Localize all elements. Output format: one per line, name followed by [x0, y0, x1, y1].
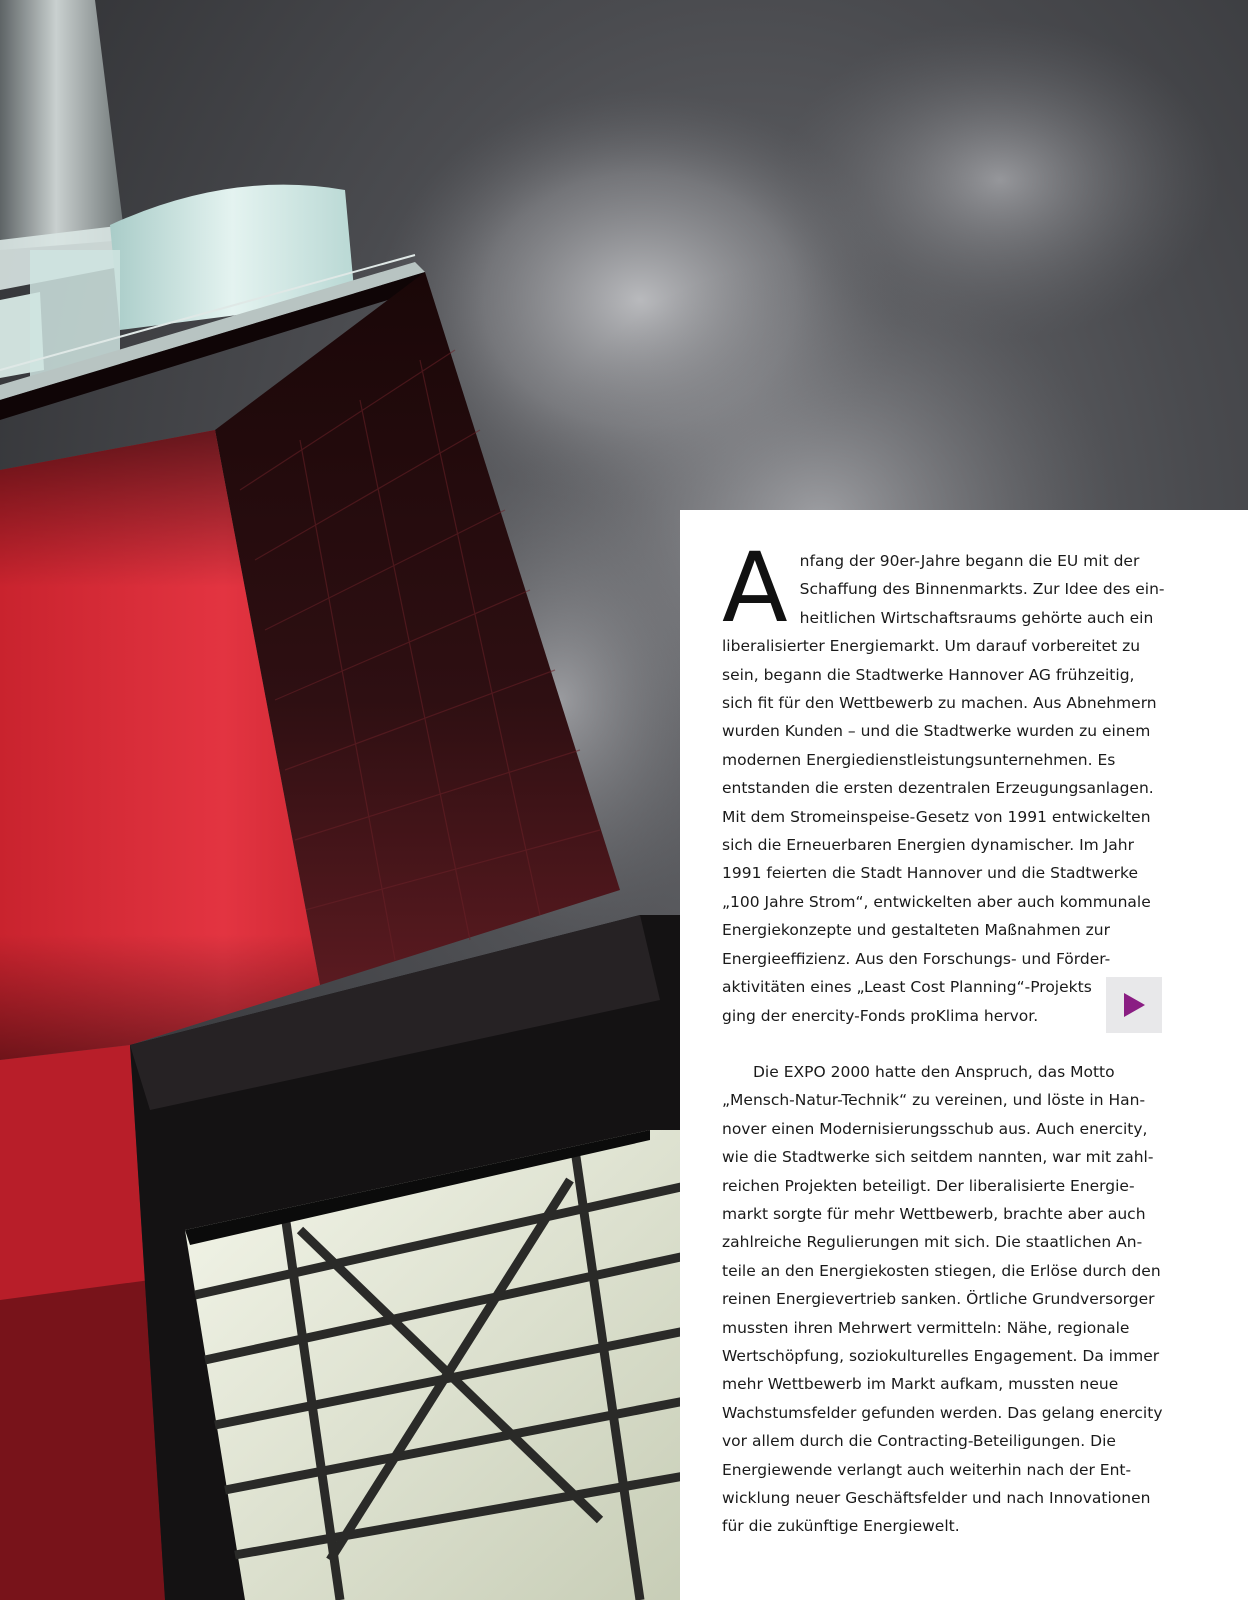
text-line: mussten ihren Mehrwert vermitteln: Nähe, regionale — [722, 1318, 1130, 1337]
text-line: Energiekonzepte und gestalteten Maßnahmen zur — [722, 921, 1110, 940]
paragraph-1 — [722, 532, 1165, 1030]
continue-marker — [1106, 977, 1162, 1033]
text-line: Wertschöpfung, soziokulturelles Engagement. Da immer — [722, 1346, 1160, 1365]
text-line: sich die Erneuerbaren Energien dynamischer. Im Jahr — [722, 836, 1134, 855]
text-line: sein, begann die Stadtwerke Hannover AG frühzeitig, — [722, 665, 1135, 684]
text-line: Die EXPO 2000 hatte den Anspruch, das Motto — [753, 1062, 1115, 1081]
text-line: mehr Wettbewerb im Markt aufkam, mussten neue — [722, 1375, 1119, 1394]
text-line: zahlreiche Regulierungen mit sich. Die staatlichen An- — [722, 1233, 1143, 1252]
text-line: nover einen Modernisierungsschub aus. Auch enercity, — [722, 1119, 1148, 1138]
text-line: modernen Energiedienstleistungsunternehmen. Es — [722, 750, 1116, 769]
dropcap-letter: A — [722, 532, 788, 644]
text-line: 1991 feierten die Stadt Hannover und die Stadtwerke — [722, 864, 1139, 883]
text-line: Mit dem Stromeinspeise-Gesetz von 1991 entwickelten — [722, 807, 1151, 826]
text-line: Schaffung des Binnenmarkts. Zur Idee des ein- — [799, 580, 1165, 599]
text-line: Energiewende verlangt auch weiterhin nach der Ent- — [722, 1460, 1132, 1479]
article-text-panel — [680, 510, 1248, 1600]
text-line: liberalisierter Energiemarkt. Um darauf vorbereitet zu — [722, 637, 1141, 656]
text-line: reinen Energievertrieb sanken. Örtliche Grundversorger — [722, 1290, 1155, 1309]
text-line: heitlichen Wirtschaftsraums gehörte auch ein — [799, 608, 1154, 627]
text-line: „Mensch-Natur-Technik“ zu vereinen, und löste in Han- — [722, 1091, 1146, 1110]
text-line: teile an den Energiekosten stiegen, die Erlöse durch den — [722, 1261, 1161, 1280]
text-line: für die zukünftige Energiewelt. — [722, 1517, 960, 1536]
text-line: markt sorgte für mehr Wettbewerb, brachte aber auch — [722, 1204, 1146, 1223]
text-line: wie die Stadtwerke sich seitdem nannten, war mit zahl- — [722, 1148, 1154, 1167]
text-line: Wachstumsfelder gefunden werden. Das gelang enercity — [722, 1403, 1163, 1422]
paragraph-2 — [722, 1058, 1163, 1541]
text-line: entstanden die ersten dezentralen Erzeugungsanlagen. — [722, 779, 1154, 798]
text-line: sich fit für den Wettbewerb zu machen. Aus Abnehmern — [722, 694, 1157, 713]
text-line: aktivitäten eines „Least Cost Planning“-Projekts — [722, 978, 1092, 997]
text-line: wurden Kunden – und die Stadtwerke wurden zu einem — [722, 722, 1151, 741]
text-line: „100 Jahre Strom“, entwickelten aber auch kommunale — [722, 892, 1151, 911]
text-line: reichen Projekten beteiligt. Der liberalisierte Energie- — [722, 1176, 1135, 1195]
text-line: nfang der 90er-Jahre begann die EU mit der — [799, 552, 1140, 570]
text-line: Energieeffizienz. Aus den Forschungs- und Förder- — [722, 949, 1111, 968]
text-line: vor allem durch die Contracting-Beteiligungen. Die — [722, 1432, 1116, 1451]
text-line: wicklung neuer Geschäftsfelder und nach Innovationen — [722, 1489, 1151, 1507]
play-triangle-icon — [1122, 992, 1146, 1018]
text-line: ging der enercity-Fonds proKlima hervor. — [722, 1006, 1039, 1025]
article-body — [722, 532, 1165, 1541]
